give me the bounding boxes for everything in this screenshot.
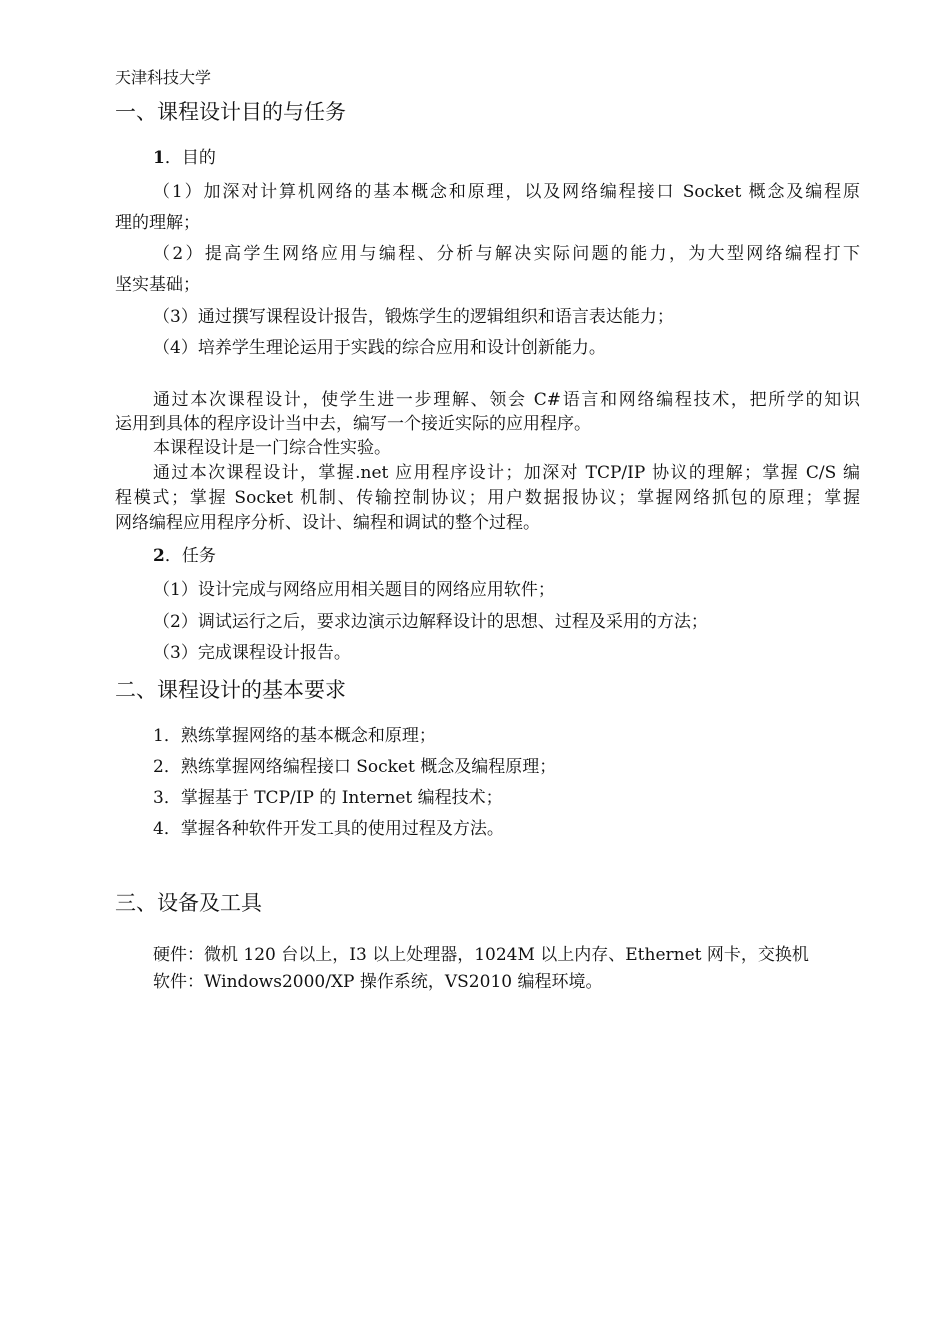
task-label: ．任务 (164, 546, 216, 566)
purpose-item-2-line-2: 坚实基础； (115, 275, 200, 295)
paragraph-3-line-2: 程模式；掌握 Socket 机制、传输控制协议；用户数据报协议；掌握网络抓包的原理；掌握 (115, 488, 860, 508)
task-item-2: （2）调试运行之后，要求边演示边解释设计的思想、过程及采用的方法； (153, 612, 708, 632)
hardware-line: 硬件：微机 120 台以上，I3 以上处理器，1024M 以上内存、Ethernet 网卡，交换机 (153, 945, 809, 965)
paragraph-3-line-3: 网络编程应用程序分析、设计、编程和调试的整个过程。 (115, 513, 540, 533)
page-header: 天津科技大学 (115, 68, 212, 87)
section-3-title: 三、设备及工具 (115, 891, 262, 915)
software-line: 软件：Windows2000/XP 操作系统，VS2010 编程环境。 (153, 972, 603, 992)
requirement-1: 1．熟练掌握网络的基本概念和原理； (153, 726, 436, 746)
purpose-item-1-line-1: （1）加深对计算机网络的基本概念和原理，以及网络编程接口 Socket 概念及编程原 (153, 182, 860, 202)
paragraph-1-line-1: 通过本次课程设计，使学生进一步理解、领会 C#语言和网络编程技术，把所学的知识 (153, 390, 860, 410)
paragraph-1-line-2: 运用到具体的程序设计当中去，编写一个接近实际的应用程序。 (115, 414, 591, 434)
purpose-item-1-line-2: 理的理解； (115, 213, 200, 233)
purpose-item-3: （3）通过撰写课程设计报告，锻炼学生的逻辑组织和语言表达能力； (153, 307, 674, 327)
paragraph-3-line-1: 通过本次课程设计，掌握.net 应用程序设计；加深对 TCP/IP 协议的理解；掌握 C/S 编 (153, 463, 860, 483)
requirement-2: 2．熟练掌握网络编程接口 Socket 概念及编程原理； (153, 757, 557, 777)
purpose-heading (153, 147, 216, 169)
task-number: 2 (153, 546, 165, 566)
task-item-3: （3）完成课程设计报告。 (153, 643, 351, 663)
purpose-item-4: （4）培养学生理论运用于实践的综合应用和设计创新能力。 (153, 338, 606, 358)
requirement-3: 3．掌握基于 TCP/IP 的 Internet 编程技术； (153, 788, 503, 808)
section-2-title: 二、课程设计的基本要求 (115, 678, 346, 702)
paragraph-2: 本课程设计是一门综合性实验。 (153, 438, 391, 458)
section-1-title: 一、课程设计目的与任务 (115, 100, 346, 124)
purpose-number: 1 (153, 148, 165, 168)
task-item-1: （1）设计完成与网络应用相关题目的网络应用软件； (153, 580, 555, 600)
requirement-4: 4．掌握各种软件开发工具的使用过程及方法。 (153, 819, 504, 839)
task-heading (153, 545, 216, 567)
purpose-label: ．目的 (164, 148, 216, 168)
purpose-item-2-line-1: （2）提高学生网络应用与编程、分析与解决实际问题的能力，为大型网络编程打下 (153, 244, 860, 264)
